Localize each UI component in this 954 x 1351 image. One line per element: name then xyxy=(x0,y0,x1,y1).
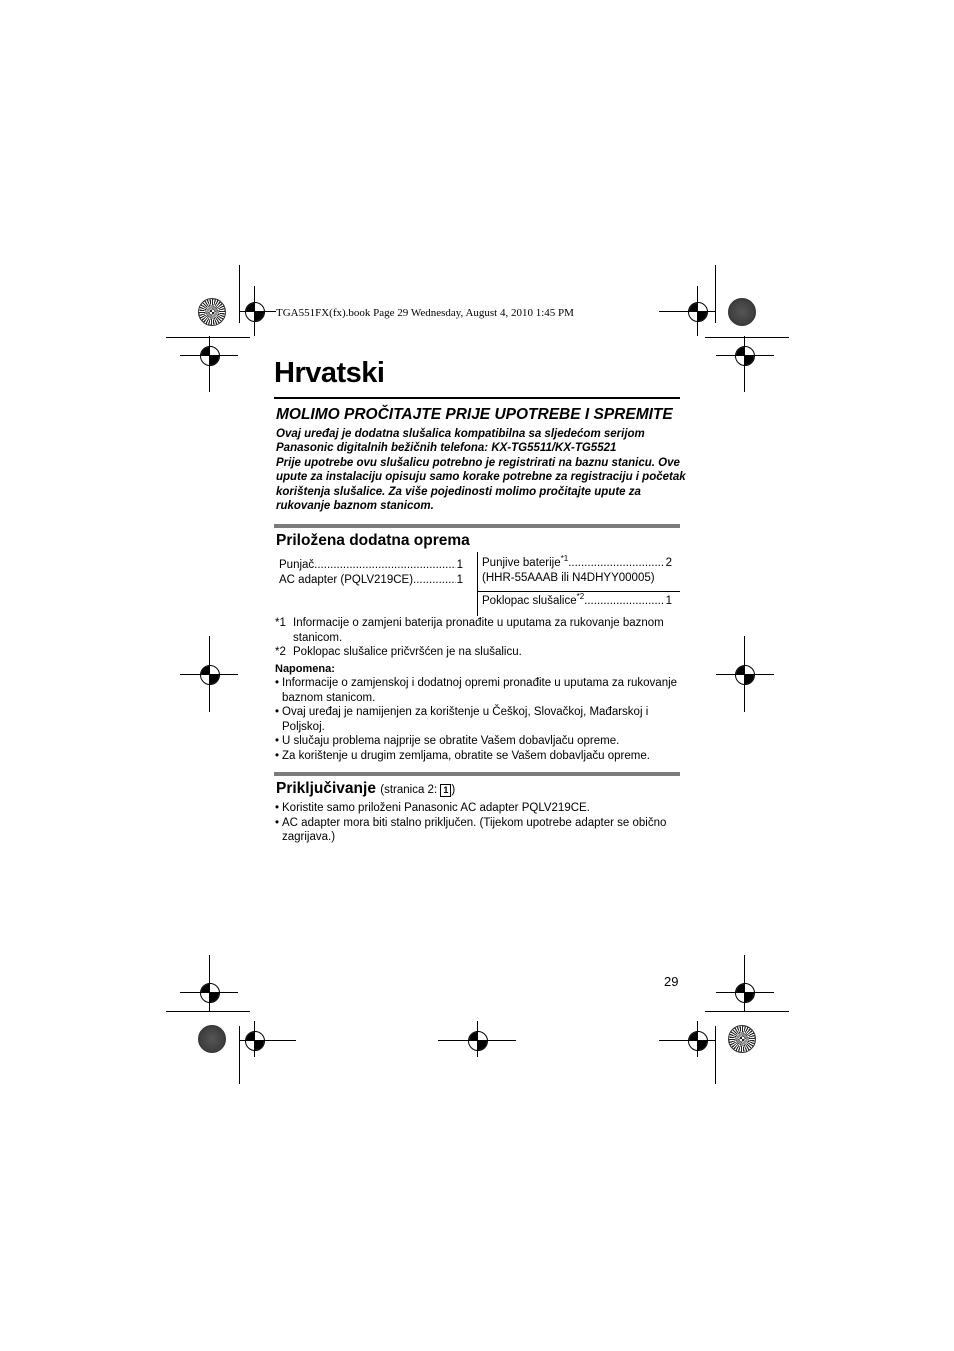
connection-list xyxy=(275,801,685,845)
footnote-ref: *1 xyxy=(560,554,569,564)
item-qty: 1 xyxy=(456,559,463,571)
table-divider xyxy=(477,552,478,616)
figure-number-box: 1 xyxy=(440,784,451,797)
accessories-left-list xyxy=(279,558,463,587)
page-ref-prefix: (stranica 2: xyxy=(380,784,441,796)
intro-line: upute za instalaciju opisuju samo korake potrebne za registraciju i početak xyxy=(276,471,686,484)
item-qty: 1 xyxy=(665,595,672,607)
connection-title-text: Priključivanje xyxy=(276,780,376,797)
footnote-ref: *2 xyxy=(576,592,585,602)
note-text: U slučaju problema najprije se obratite Vašem dobavljaču opreme. xyxy=(282,735,620,747)
note-label: Napomena: xyxy=(275,662,335,675)
list-item: • Za korištenje u drugim zemljama, obratite se Vašem dobavljaču opreme. xyxy=(275,749,685,764)
note-text: Informacije o zamjenskoj i dodatnoj opremi pronađite u uputama za rukovanje baznom stanicom. xyxy=(282,677,678,704)
intro-title: MOLIMO PROČITAJTE PRIJE UPOTREBE I SPREMITE xyxy=(276,406,673,423)
page-number: 29 xyxy=(664,974,679,989)
list-item xyxy=(279,558,463,573)
accessories-title: Priložena dodatna oprema xyxy=(276,532,470,549)
print-header-line: TGA551FX(fx).book Page 29 Wednesday, August 4, 2010 1:45 PM xyxy=(276,307,574,319)
list-item: • Ovaj uređaj je namijenjen za korištenje u Češkoj, Slovačkoj, Mađarskoj i Poljskoj. xyxy=(275,705,685,734)
note-text: Za korištenje u drugim zemljama, obratite se Vašem dobavljaču opreme. xyxy=(282,749,650,762)
accessories-notes xyxy=(275,616,685,763)
intro-line: Ovaj uređaj je dodatna slušalica kompatibilna sa sljedećom serijom xyxy=(276,428,645,440)
list-item xyxy=(482,556,672,571)
footnote-text: Poklopac slušalice pričvršćen je na slušalicu. xyxy=(293,646,522,658)
list-item: • AC adapter mora biti stalno priključen. (Tijekom upotrebe adapter se obično zagrijava.) xyxy=(275,816,685,845)
item-qty: 1 xyxy=(456,573,463,586)
bullet-text: Koristite samo priloženi Panasonic AC adapter PQLV219CE. xyxy=(282,802,590,814)
bullet-text: AC adapter mora biti stalno priključen. (Tijekom upotrebe adapter se obično zagrijava.) xyxy=(282,816,667,843)
footnote xyxy=(275,616,685,645)
item-label: Punjač xyxy=(279,559,315,571)
item-label: Poklopac slušalice xyxy=(482,595,577,607)
list-item: • Koristite samo priloženi Panasonic AC adapter PQLV219CE. xyxy=(275,801,685,816)
note-text: Ovaj uređaj je namijenjen za korištenje u Češkoj, Slovačkoj, Mađarskoj i Poljskoj. xyxy=(282,706,649,733)
footnote-mark: *2 xyxy=(275,646,286,658)
footnote-text: Informacije o zamjeni baterija pronađite u uputama za rukovanje baznom stanicom. xyxy=(293,617,664,644)
connection-title xyxy=(276,780,455,798)
section-rule xyxy=(274,772,680,776)
list-item xyxy=(279,573,463,588)
accessories-right-top xyxy=(482,556,672,585)
list-item xyxy=(482,594,672,609)
accessories-right-bottom xyxy=(482,594,672,609)
intro-line: Prije upotrebe ovu slušalicu potrebno je registrirati na baznu stanicu. Ove xyxy=(276,456,680,469)
list-item: • Informacije o zamjenskoj i dodatnoj opremi pronađite u uputama za rukovanje baznom stanicom. xyxy=(275,676,685,705)
intro-line: korištenja slušalice. Za više pojedinosti molimo pročitajte upute za xyxy=(276,485,641,498)
intro-line: Panasonic digitalnih bežičnih telefona: KX-TG5511/KX-TG5521 xyxy=(276,442,617,455)
intro-text xyxy=(276,427,686,513)
footnote-mark: *1 xyxy=(275,617,286,629)
language-title: Hrvatski xyxy=(274,357,385,389)
item-qty: 2 xyxy=(665,557,672,569)
footnote xyxy=(275,645,685,660)
page-ref-suffix: ) xyxy=(451,784,456,796)
section-rule xyxy=(274,524,680,528)
item-label: Punjive baterije xyxy=(482,557,561,569)
list-item: • U slučaju problema najprije se obratite Vašem dobavljaču opreme. xyxy=(275,734,685,749)
title-rule xyxy=(274,397,680,399)
intro-line: rukovanje baznom stanicom. xyxy=(276,500,434,513)
item-detail: (HHR-55AAAB ili N4DHYY00005) xyxy=(482,571,655,584)
item-label: AC adapter (PQLV219CE) xyxy=(279,573,414,586)
